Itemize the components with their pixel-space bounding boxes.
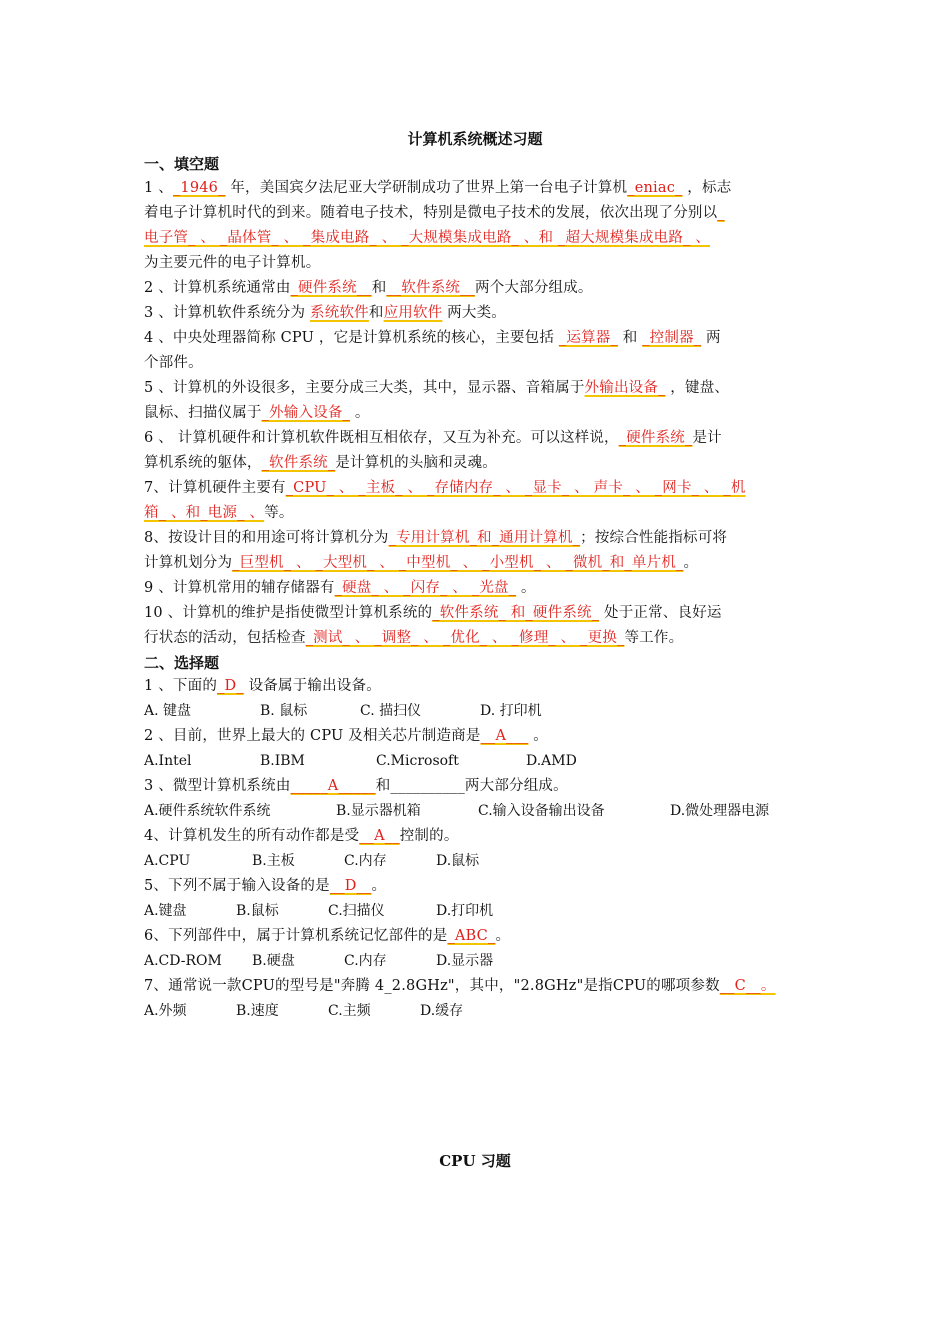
- choice-option: A. 键盘: [144, 703, 192, 719]
- question-text: 。: [495, 928, 511, 944]
- question-text: 是计算机的头脑和灵魂。: [335, 455, 498, 471]
- choice-option: D.微处理器电源: [670, 803, 770, 819]
- question-text: 和__________两大部分组成。: [375, 778, 568, 794]
- choice-option: C.扫描仪: [328, 903, 385, 919]
- question-text: 8、按设计目的和用途可将计算机分为: [144, 530, 389, 546]
- text-line: [144, 604, 809, 622]
- answer-text: __C__。: [719, 978, 776, 994]
- question-text: 9 、计算机常用的辅存储器有: [144, 580, 335, 596]
- question-text: 年，美国宾夕法尼亚大学研制成功了世界上第一台电子计算机: [225, 180, 628, 196]
- text-line: [144, 379, 809, 397]
- text-line: [144, 454, 809, 472]
- text-line: [144, 429, 809, 447]
- question-text: 1 、: [144, 180, 173, 196]
- answer-text: 外输出设备_: [584, 380, 666, 396]
- answer-text: _硬件系统_: [618, 430, 693, 446]
- question-text: 4 、中央处理器简称 CPU ，它是计算机系统的核心，主要包括: [144, 330, 559, 346]
- section-choice-heading: 二、选择题: [144, 654, 220, 672]
- choice-option: A.Intel: [144, 753, 192, 769]
- question-text: 设备属于输出设备。: [243, 678, 381, 694]
- choice-option: C.内存: [344, 953, 387, 969]
- choice-option: C. 描扫仪: [360, 703, 422, 719]
- question-text: ，标志: [682, 180, 732, 196]
- choice-option: A.CPU: [144, 853, 191, 869]
- section-fill-heading: 一、填空题: [144, 155, 220, 173]
- text-line: [144, 354, 809, 372]
- question-text: 个部件。: [144, 355, 203, 371]
- answer-text: _ABC_: [447, 928, 496, 944]
- choice-option: B.主板: [252, 853, 295, 869]
- question-text: 鼠标、扫描仪属于: [144, 405, 262, 421]
- question-text: 和: [371, 280, 387, 296]
- answer-text: __软件系统__: [386, 280, 476, 296]
- question-text: 为主要元件的电子计算机。: [144, 255, 321, 271]
- choice-option: A.硬件系统软件系统: [144, 803, 271, 819]
- choice-option: A.键盘: [144, 903, 187, 919]
- choice-option: D.缓存: [420, 1003, 464, 1019]
- answer-text: _____A_____: [290, 778, 376, 794]
- question-text: 1 、下面的: [144, 678, 218, 694]
- choice-option: D.AMD: [526, 753, 577, 769]
- choice-option: C.内存: [344, 853, 387, 869]
- choice-option: C.Microsoft: [376, 753, 459, 769]
- text-line: [144, 179, 809, 197]
- answer-text: _eniac_: [627, 180, 683, 196]
- question-text: 3 、微型计算机系统由: [144, 778, 291, 794]
- answer-text: 电子管_ 、 _晶体管_ 、 _集成电路_ 、 _大规模集成电路_ 、和 _超大规模集成电路_ 、: [144, 230, 711, 246]
- answer-text: _软件系统_: [261, 455, 336, 471]
- question-text: 等。: [264, 505, 294, 521]
- answer-text: __D__: [329, 878, 372, 894]
- choice-option: A.外频: [144, 1003, 187, 1019]
- answer-text: _测试_ 、 _调整_ 、 _优化_ 、 _修理_ 、 _更换_: [305, 630, 625, 646]
- question-text: 2 、目前，世界上最大的 CPU 及相关芯片制造商是: [144, 728, 481, 744]
- answer-text: _D_: [217, 678, 244, 694]
- answer-text: _外输入设备_: [261, 405, 351, 421]
- choice-option: D.打印机: [436, 903, 494, 919]
- answer-text: _运算器_: [558, 330, 618, 346]
- choice-option: D. 打印机: [480, 703, 542, 719]
- choice-option: B. 鼠标: [260, 703, 308, 719]
- question-text: 等工作。: [624, 630, 684, 646]
- question-text: 两大类。: [442, 305, 506, 321]
- document-title: 计算机系统概述习题: [407, 130, 543, 148]
- choice-option: B.IBM: [260, 753, 305, 769]
- question-text: ，键盘、: [665, 380, 730, 396]
- text-line: [144, 479, 809, 497]
- text-line: [144, 504, 809, 522]
- text-line: [144, 304, 809, 322]
- choice-option: C.输入设备输出设备: [478, 803, 605, 819]
- answer-text: __A__: [359, 828, 400, 844]
- choice-option: B.显示器机箱: [336, 803, 421, 819]
- choice-option: B.鼠标: [236, 903, 279, 919]
- question-text: 。: [350, 405, 370, 421]
- text-line: [144, 529, 809, 547]
- question-text: 。: [683, 555, 699, 571]
- question-text: 和: [617, 330, 643, 346]
- choice-option: D.鼠标: [436, 853, 480, 869]
- question-text: 两个大部分组成。: [475, 280, 593, 296]
- answer-text: _硬盘_ 、 _闪存_ 、 _光盘_: [334, 580, 517, 596]
- question-text: 7、通常说一款CPU的型号是"奔腾 4_2.8GHz"，其中，"2.8GHz"是指CPU的哪项参数: [144, 978, 720, 994]
- choice-question: [144, 727, 809, 745]
- choice-question: [144, 877, 809, 895]
- question-text: 6、下列部件中，属于计算机系统记忆部件的是: [144, 928, 448, 944]
- question-text: 是计: [692, 430, 722, 446]
- question-text: 计算机划分为: [144, 555, 233, 571]
- question-text: 算机系统的躯体，: [144, 455, 262, 471]
- answer-text: 系统软件: [310, 305, 369, 321]
- cpu-section-title: CPU 习题: [439, 1152, 511, 1170]
- question-text: 处于正常、良好运: [599, 605, 722, 621]
- answer-text: _硬件系统__: [290, 280, 372, 296]
- choice-question: [144, 927, 809, 945]
- answer-text: _: [717, 205, 725, 221]
- question-text: 。: [528, 728, 549, 744]
- answer-text: __A___: [480, 728, 529, 744]
- question-text: 控制的。: [399, 828, 459, 844]
- question-text: 和: [368, 305, 384, 321]
- answer-text: _1946_: [172, 180, 226, 196]
- choice-question: [144, 677, 809, 695]
- question-text: 着电子计算机时代的到来。随着电子技术，特别是微电子技术的发展，依次出现了分别以: [144, 205, 718, 221]
- question-text: 10 、计算机的维护是指使微型计算机系统的: [144, 605, 433, 621]
- choice-option: D.显示器: [436, 953, 494, 969]
- question-text: 。: [516, 580, 536, 596]
- answer-text: _巨型机_ 、 _大型机_ 、 _中型机_ 、 _小型机_ 、 _微机_和_单片机_: [232, 555, 684, 571]
- question-text: 5、下列不属于输入设备的是: [144, 878, 330, 894]
- question-text: 2 、计算机系统通常由: [144, 280, 291, 296]
- text-line: [144, 329, 809, 347]
- answer-text: 箱_ 、和_电源_ 、: [144, 505, 265, 521]
- text-line: [144, 554, 809, 572]
- choice-option: A.CD-ROM: [144, 953, 222, 969]
- question-text: 两: [701, 330, 721, 346]
- question-text: 4、计算机发生的所有动作都是受: [144, 828, 360, 844]
- answer-text: _CPU_ 、 _主板_ 、 _存储内存_ 、 _显卡_ 、 声卡_ 、 _网卡_ 、 _机: [285, 480, 746, 496]
- answer-text: _专用计算机_和_通用计算机_: [388, 530, 581, 546]
- answer-text: _软件系统_ 和_硬件系统_: [432, 605, 600, 621]
- question-text: 7、计算机硬件主要有: [144, 480, 286, 496]
- question-text: 。: [371, 878, 387, 894]
- text-line: [144, 579, 809, 597]
- choice-question: [144, 827, 809, 845]
- answer-text: 应用软件: [383, 305, 443, 321]
- choice-question: [144, 977, 809, 995]
- choice-option: B.速度: [236, 1003, 279, 1019]
- text-line: [144, 229, 809, 247]
- text-line: [144, 254, 809, 272]
- choice-option: B.硬盘: [252, 953, 295, 969]
- question-text: 3 、计算机软件系统分为: [144, 305, 311, 321]
- text-line: [144, 629, 809, 647]
- text-line: [144, 204, 809, 222]
- choice-question: [144, 777, 809, 795]
- text-line: [144, 279, 809, 297]
- question-text: ；按综合性能指标可将: [580, 530, 728, 546]
- text-line: [144, 404, 809, 422]
- question-text: 6 、 计算机硬件和计算机软件既相互相依存，又互为补充。可以这样说，: [144, 430, 619, 446]
- question-text: 5 、计算机的外设很多，主要分成三大类，其中，显示器、音箱属于: [144, 380, 585, 396]
- answer-text: _控制器_: [642, 330, 702, 346]
- choice-option: C.主频: [328, 1003, 371, 1019]
- question-text: 行状态的活动，包括检查: [144, 630, 306, 646]
